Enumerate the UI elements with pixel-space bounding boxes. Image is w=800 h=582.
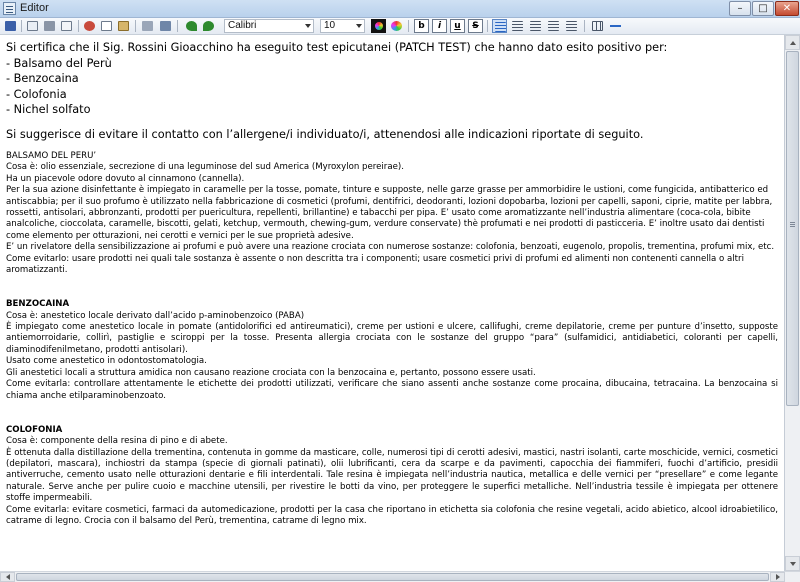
scroll-right-button[interactable]: [770, 572, 785, 582]
align-right-icon[interactable]: [528, 19, 543, 33]
section-title-benzocaina: BENZOCAINA: [6, 299, 70, 310]
suggestion-text: Si suggerisce di evitare il contatto con l’allergene/i individuato/i, attenendosi alle indicazioni riportate di seguito.: [6, 127, 644, 141]
size-grip: [785, 572, 800, 582]
undo-icon[interactable]: [184, 19, 199, 33]
vertical-scroll-thumb[interactable]: [786, 51, 799, 406]
section-benzocaina: [6, 299, 778, 402]
italic-button[interactable]: i: [432, 19, 447, 33]
paragraph: Come evitarlo: usare prodotti nei quali tale sostanza è assente o non descritta tra i componenti; usare cosmetici privi di profumi ed alimenti non contenenti cannella o altri aromatizzanti.: [6, 253, 744, 276]
allergen-item: - Benzocaina: [6, 72, 79, 85]
save-icon[interactable]: [3, 19, 18, 33]
bullet-list-icon[interactable]: [564, 19, 579, 33]
paragraph: Come evitarla: controllare attentamente le etichette dei prodotti utilizzati, verificare che siano assenti anche sostanze come procaina, dibucaina, tetracaina. La benzocaina si chiama anche etilparaminobenzoato.: [6, 379, 778, 401]
horizontal-scrollbar[interactable]: [0, 571, 800, 582]
paragraph: Gli anestetici locali a struttura amidica non causano reazione crociata con la benzocaina e, pertanto, possono essere usati.: [6, 367, 536, 378]
align-center-icon[interactable]: [510, 19, 525, 33]
editor-app-icon: [3, 2, 16, 15]
paragraph: È impiegato come anestetico locale in pomate (antidolorifici ed antireumatici), creme per ustioni e ulcere, callifughi, creme depilatorie, creme per punture d’insetto, supposte antiemorroidarie, collirì, pastiglie e sciroppi per la tosse. Presenta allergia crociata con le sostanze del gruppo “para” (sulfamidici, antidiabetici, coloranti per capelli, diaminodifenilmetano, prodotti antisolari).: [6, 322, 778, 355]
vertical-scrollbar[interactable]: [785, 35, 800, 571]
allergen-item: - Colofonia: [6, 87, 67, 101]
paragraph: E’ un rivelatore della sensibilizzazione ai profumi e può avere una reazione crociata con numerose sostanze: colofonia, benzoati, eugenolo, propolis, trementina, profumi mix, etc.: [6, 242, 775, 253]
chevron-down-icon: [305, 24, 311, 28]
copy-icon[interactable]: [99, 19, 114, 33]
replace-icon[interactable]: [158, 19, 173, 33]
redo-icon[interactable]: [201, 19, 216, 33]
horizontal-scroll-thumb[interactable]: [16, 573, 769, 581]
close-button[interactable]: ✕: [775, 1, 799, 16]
allergen-item: - Nichel solfato: [6, 103, 91, 116]
toolbar-separator: [21, 20, 22, 32]
text-color-icon[interactable]: [371, 19, 386, 33]
section-balsamo: [6, 151, 778, 276]
intro-certification-text: Si certifica che il Sig. Rossini Gioacchino ha eseguito test epicutanei (PATCH TEST) che hanno dato esito positivo per:: [6, 41, 668, 54]
blank-lines: [6, 276, 778, 299]
horizontal-line-icon[interactable]: [608, 19, 623, 33]
paragraph: Cosa è: componente della resina di pino e di abete.: [6, 436, 228, 447]
font-size-value: 10: [324, 20, 336, 31]
toolbar-separator: [78, 20, 79, 32]
font-name-select[interactable]: [224, 19, 314, 33]
paragraph: Usato come anestetico in odontostomatologia.: [6, 356, 207, 367]
blank-lines: [6, 402, 778, 425]
section-colofonia: [6, 425, 778, 528]
toolbar: [0, 18, 800, 35]
paragraph: Come evitarla: evitare cosmetici, farmaci da automedicazione, prodotti per la casa che riportano in etichetta sia colofonia che resine vegetali, acido abietico, alcool idroabietilico, catrame di legno. Crocia con il balsamo del Perù, trementina, catrame di legno mix.: [6, 504, 778, 526]
toolbar-separator: [177, 20, 178, 32]
section-title-balsamo: BALSAMO DEL PERU’: [6, 151, 97, 161]
scroll-left-button[interactable]: [0, 572, 15, 582]
strikethrough-button[interactable]: S: [468, 19, 483, 33]
underline-button[interactable]: u: [450, 19, 465, 33]
print-icon[interactable]: [42, 19, 57, 33]
paragraph: È ottenuta dalla distillazione della trementina, contenuta in gomme da masticare, colle, numerosi tipi di cerotti adesivi, mastici, nastri isolanti, carte moschicide, vernici, cosmetici (depilatori, mascara), inchiostri da stampa (specie di giornali patinati), olii lubrificanti, cera da scarpe e da pavimenti, capocchia dei fiammiferi, fuochi d’artificio, presidii antiverruche, cemento usato nelle otturazioni dentarie e fili interdentali. Tale resina è impiegata nell’industria nautica, metallica e delle vernici per “presellare” e come legante naturale. Serve anche per pulire cuoio e macchine utensili, per rivestire le botti da vino, per proteggere le superfici metalliche. Nell’industria tessile è impiegata per ottenere stoffe impermeabili.: [6, 447, 778, 504]
section-title-colofonia: COLOFONIA: [6, 424, 63, 435]
minimize-button[interactable]: –: [729, 1, 751, 16]
font-name-value: Calibri: [228, 20, 257, 31]
toolbar-separator: [408, 20, 409, 32]
toolbar-separator: [584, 20, 585, 32]
font-size-select[interactable]: [320, 19, 365, 33]
maximize-button[interactable]: □: [752, 1, 774, 16]
paragraph: Cosa è: anestetico locale derivato dall’acido p-aminobenzoico (PABA): [6, 310, 305, 321]
title-bar: [0, 0, 800, 18]
scroll-up-button[interactable]: [785, 35, 800, 50]
cut-icon[interactable]: [82, 19, 97, 33]
find-icon[interactable]: [140, 19, 155, 33]
paragraph: Per la sua azione disinfettante è impiegato in caramelle per la tosse, pomate, tinture e supposte, nelle garze grasse per ammorbidire le ustioni, come fungicida, antibatterico ed antiscabbia; per il suo profumo è utilizzato nella fabbricazione di cosmetici (profumi, dentifrici, deodoranti, lozioni dopobarba, lozioni per capelli, saponi, ciprie, matite per labbra, rossetti, antisolari, abbronzanti, prodotti per puericultura, repellenti, brillantine) e tabacchi per pipa. E’ usato come aromatizzante nell’industria alimentare (coca-cola, bibite analcoliche, cioccolata, caramelle, biscotti, gelati, ketchup, vermouth, chewing-gum, verdure conservate) thè profumati e nei prodotti di pasticceria. E’ inoltre usato dai dentisti come elemento per otturazioni, nei cerotti e vernici per le sue proprietà adesive.: [6, 185, 773, 241]
document-editor[interactable]: [0, 35, 785, 571]
scroll-down-button[interactable]: [785, 556, 800, 571]
print-preview-icon[interactable]: [25, 19, 40, 33]
highlight-color-icon[interactable]: [389, 19, 404, 33]
paragraph: Ha un piacevole odore dovuto al cinnamono (cannella).: [6, 173, 245, 184]
page-setup-icon[interactable]: [59, 19, 74, 33]
table-icon[interactable]: [590, 19, 605, 33]
allergen-item: - Balsamo del Perù: [6, 56, 112, 70]
intro-block: [6, 40, 778, 118]
align-justify-icon[interactable]: [546, 19, 561, 33]
toolbar-separator: [487, 20, 488, 32]
paragraph: Cosa è: olio essenziale, secrezione di una leguminose del sud America (Myroxylon pereirae).: [6, 162, 404, 173]
chevron-down-icon: [356, 24, 362, 28]
bold-button[interactable]: b: [414, 19, 429, 33]
paste-icon[interactable]: [116, 19, 131, 33]
align-left-icon[interactable]: [492, 19, 507, 33]
toolbar-separator: [135, 20, 136, 32]
window-title: Editor: [20, 2, 49, 14]
